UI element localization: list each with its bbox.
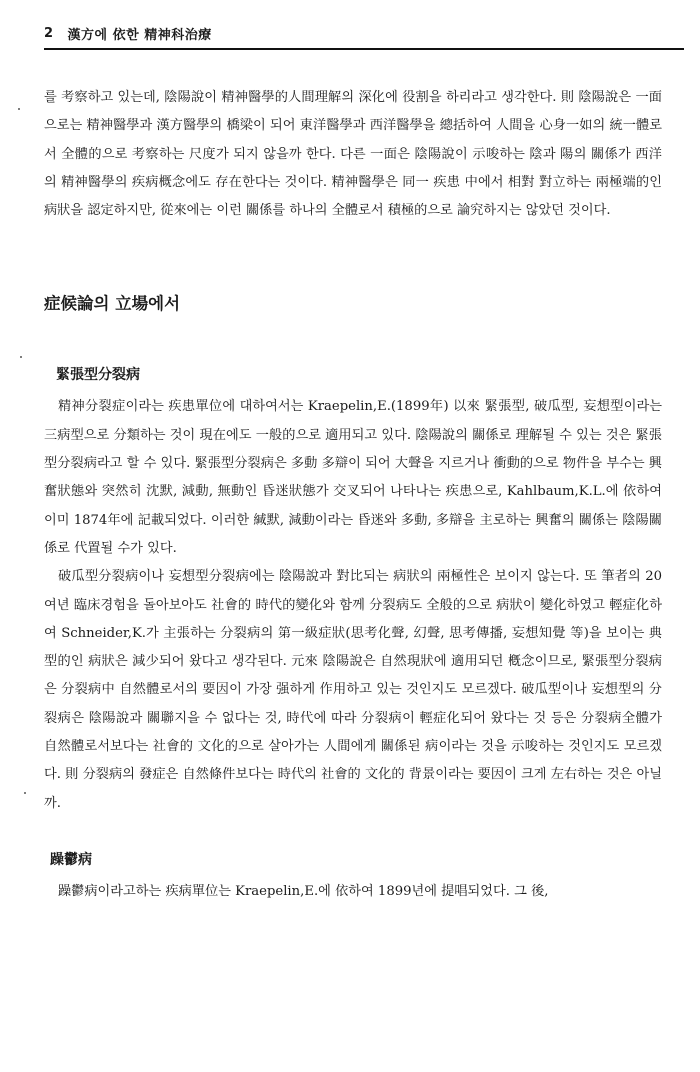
paragraph-manic-depressive-1: 躁鬱病이라고하는 疾病單位는 Kraepelin,E.에 依하여 1899년에 提唱되었다. 그 後, [58, 883, 549, 899]
scan-speck [18, 108, 20, 110]
intro-paragraph: 를 考察하고 있는데, 陰陽說이 精神醫學的人間理解의 深化에 役割을 하리라고 생각한다. 則 陰陽說은 一面으로는 精神醫學과 漢方醫學의 橋梁이 되어 東洋醫學과 西洋醫學을 總括하여 人間을 心身一如의 統一體로서 全體的으로 考察하는 尺度가 되지 않을까 한다. 다른 一面은 陰陽說이 示唆하는 陰과 陽의 關係가 西洋의 精神醫學의 疾病概念에도 存在한다는 것이다. 精神醫學은 同一 疾患 中에서 相對 對立하는 兩極端的인 病狀을 認定하지만, 從來에는 이런 關係를 하나의 全體로서 積極的으로 論究하지는 않았던 것이다. [44, 90, 662, 219]
paragraph-catatonic-1: 精神分裂症이라는 疾患單位에 대하여서는 Kraepelin,E.(1899年) 以來 緊張型, 破瓜型, 妄想型이라는 三病型으로 分類하는 것이 現在에도 一般的으로 適用되고 있다. 陰陽說의 關係로 理解될 수 있는 것은 緊張型分裂病라고 할 수 있다. 緊張型分裂病은 多動 多辯이 되어 大聲을 지르거나 衝動的으로 物件을 부수는 興奮狀態와 突然히 沈默, 減動, 無動인 昏迷狀態가 交叉되어 나타나는 疾患으로, Kahlbaum,K.L.에 依하여 이미 1874年에 記載되었다. 이러한 緘默, 減動이라는 昏迷와 多動, 多辯을 主로하는 興奮의 關係는 陰陽關係로 代置될 수가 있다. [44, 399, 662, 556]
header-rule [44, 48, 684, 50]
running-header [44, 20, 684, 46]
subsection-title-manic-depressive: 躁鬱病 [50, 851, 92, 868]
page-body [44, 84, 662, 906]
book-title: 漢方에 依한 精神科治療 [67, 27, 212, 43]
scan-speck [24, 792, 26, 794]
page-number: 2 [44, 25, 54, 41]
section-title: 症候論의 立場에서 [44, 294, 181, 314]
paragraph-catatonic-2: 破瓜型分裂病이나 妄想型分裂病에는 陰陽說과 對比되는 病狀의 兩極性은 보이지 않는다. 또 筆者의 20여년 臨床경험을 돌아보아도 社會的 時代的變化와 함께 分裂病도 全般的으로 病狀이 變化하였고 輕症化하여 Schneider,K.가 主張하는 分裂病의 第一級症狀(思考化聲, 幻聲, 思考傳播, 妄想知覺 等)을 보이는 典型的인 病狀은 減少되어 왔다고 생각된다. 元來 陰陽說은 自然現狀에 適用되던 槪念이므로, 緊張型分裂病은 分裂病中 自然體로서의 要因이 가장 强하게 作用하고 있는 것인지도 모르겠다. 破瓜型이나 妄想型의 分裂病은 陰陽說과 關聯지을 수 없다는 것, 時代에 따라 分裂病이 輕症化되어 왔다는 것 등은 分裂病全體가 自然體로서보다는 社會的 文化的으로 살아가는 人間에게 關係된 病이라는 것을 示唆하는 것인지도 모르겠다. 則 分裂病의 發症은 自然條件보다는 時代의 社會的 文化的 背景이라는 要因이 크게 左右하는 것은 아닐까. [44, 569, 662, 811]
scan-speck [20, 356, 22, 358]
subsection-title-catatonic: 緊張型分裂病 [56, 367, 140, 384]
